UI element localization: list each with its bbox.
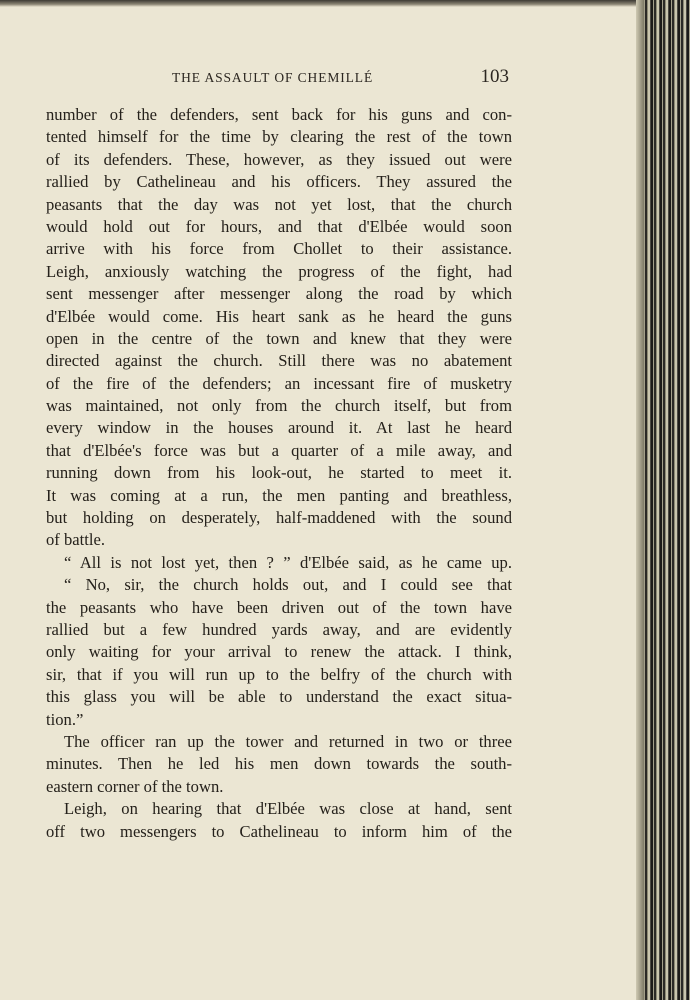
- book-page-edges: [636, 0, 690, 1000]
- text-line: sent messenger after messenger along the road by which: [46, 284, 512, 304]
- text-line: off two messengers to Cathelineau to inform him of the: [46, 821, 512, 841]
- page-top-edge: [0, 0, 690, 7]
- text-line: tented himself for the time by clearing the rest of the town: [46, 127, 512, 147]
- text-line: The officer ran up the tower and returned in two or three: [64, 731, 512, 751]
- text-line: rallied by Cathelineau and his officers. They assured the: [46, 172, 512, 192]
- text-line: but holding on desperately, half-maddened with the sound: [46, 508, 512, 528]
- text-line: the peasants who have been driven out of the town have: [46, 597, 512, 617]
- text-line: Leigh, anxiously watching the progress of the fight, had: [46, 261, 512, 281]
- page-number: 103: [480, 66, 509, 87]
- text-line: tion.”: [46, 709, 84, 729]
- text-line: of battle.: [46, 530, 105, 550]
- text-line: arrive with his force from Chollet to their assistance.: [46, 239, 512, 259]
- running-head: [40, 66, 515, 94]
- body-text: [46, 104, 512, 843]
- text-line: peasants that the day was not yet lost, that the church: [46, 194, 512, 214]
- text-line: It was coming at a run, the men panting and breathless,: [46, 485, 512, 505]
- text-line: running down from his look-out, he started to meet it.: [46, 463, 512, 483]
- text-line: of the fire of the defenders; an incessant fire of musketry: [46, 373, 512, 393]
- text-line: open in the centre of the town and knew that they were: [46, 328, 512, 348]
- text-line: was maintained, not only from the church itself, but from: [46, 396, 512, 416]
- text-line: only waiting for your arrival to renew the attack. I think,: [46, 642, 512, 662]
- text-line: minutes. Then he led his men down towards the south-: [46, 754, 512, 774]
- text-line: of its defenders. These, however, as they issued out were: [46, 149, 512, 169]
- text-line: “ All is not lost yet, then ? ” d'Elbée said, as he came up.: [64, 552, 512, 572]
- text-line: Leigh, on hearing that d'Elbée was close at hand, sent: [64, 799, 512, 819]
- text-line: eastern corner of the town.: [46, 776, 224, 796]
- text-line: every window in the houses around it. At last he heard: [46, 418, 512, 438]
- text-line: would hold out for hours, and that d'Elbée would soon: [46, 216, 512, 236]
- text-line: rallied but a few hundred yards away, and are evidently: [46, 619, 512, 639]
- running-title: THE ASSAULT OF CHEMILLÉ: [172, 70, 374, 85]
- text-line: directed against the church. Still there was no abatement: [46, 351, 512, 371]
- text-line: sir, that if you will run up to the belfry of the church with: [46, 664, 512, 684]
- text-line: this glass you will be able to understand the exact situa-: [46, 687, 512, 707]
- text-line: “ No, sir, the church holds out, and I could see that: [64, 575, 512, 595]
- text-line: d'Elbée would come. His heart sank as he heard the guns: [46, 306, 512, 326]
- text-line: that d'Elbée's force was but a quarter of a mile away, and: [46, 440, 512, 460]
- text-line: number of the defenders, sent back for his guns and con-: [46, 105, 512, 124]
